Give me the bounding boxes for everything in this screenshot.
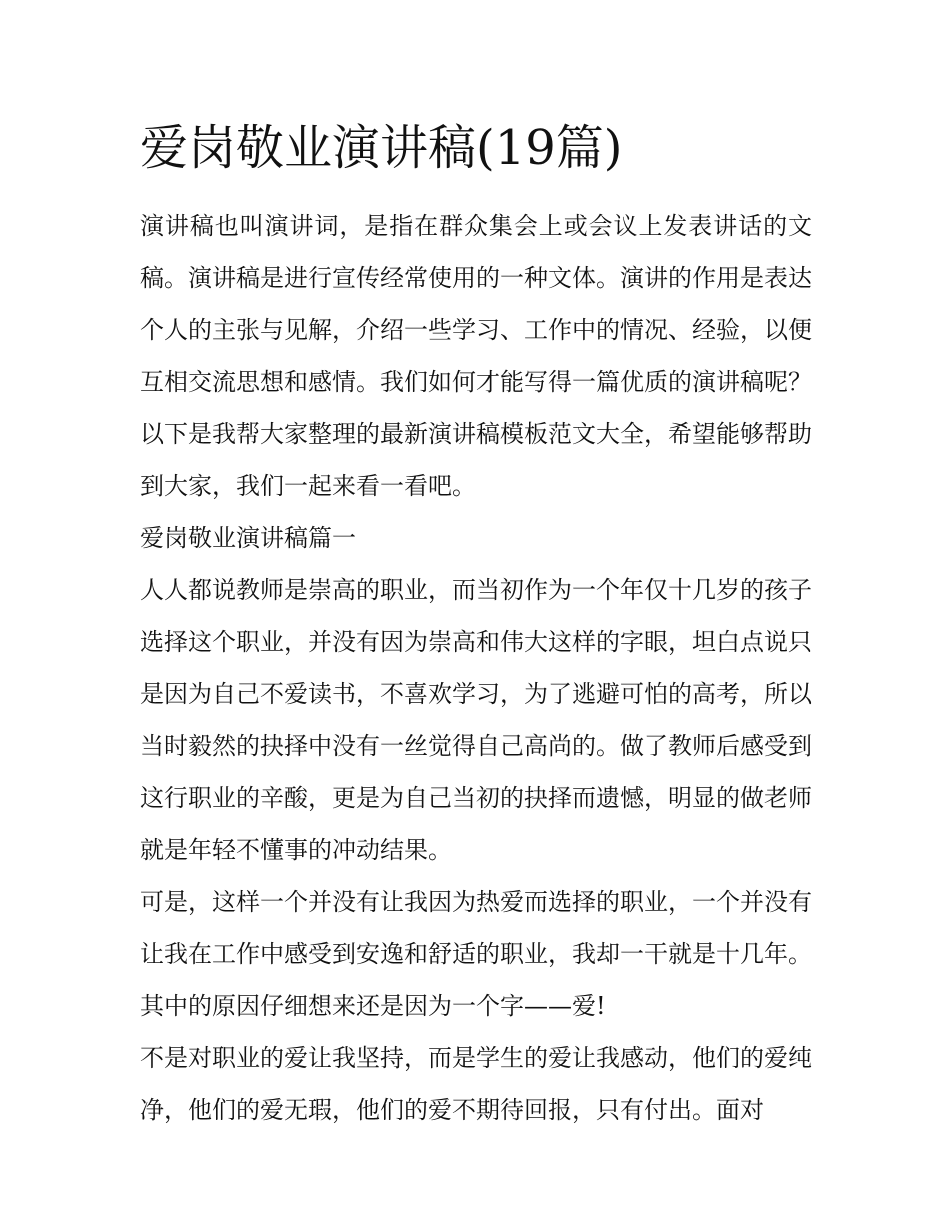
document-content: [140, 118, 812, 1136]
document-title: 爱岗敬业演讲稿(19篇): [140, 120, 623, 176]
body-paragraph: 可是，这样一个并没有让我因为热爱而选择的职业，一个并没有让我在工作中感受到安逸和舒适的职业，我却一干就是十几年。其中的原因仔细想来还是因为一个字——爱!: [140, 888, 812, 1020]
section-heading: 爱岗敬业演讲稿篇一: [140, 524, 356, 552]
intro-paragraph: 演讲稿也叫演讲词，是指在群众集会上或会议上发表讲话的文稿。演讲稿是进行宣传经常使用的一种文体。演讲的作用是表达个人的主张与见解，介绍一些学习、工作中的情况、经验，以便互相交流思想和感情。我们如何才能写得一篇优质的演讲稿呢？以下是我帮大家整理的最新演讲稿模板范文大全，希望能够帮助到大家，我们一起来看一看吧。: [140, 212, 812, 500]
body-paragraph: 人人都说教师是崇高的职业，而当初作为一个年仅十几岁的孩子选择这个职业，并没有因为崇高和伟大这样的字眼，坦白点说只是因为自己不爱读书，不喜欢学习，为了逃避可怕的高考，所以当时毅然的抉择中没有一丝觉得自己高尚的。做了教师后感受到这行职业的辛酸，更是为自己当初的抉择而遗憾，明显的做老师就是年轻不懂事的冲动结果。: [140, 576, 812, 864]
document-body: [140, 200, 812, 1136]
body-paragraph: 不是对职业的爱让我坚持，而是学生的爱让我感动，他们的爱纯净，他们的爱无瑕，他们的爱不期待回报，只有付出。面对: [140, 1044, 812, 1124]
